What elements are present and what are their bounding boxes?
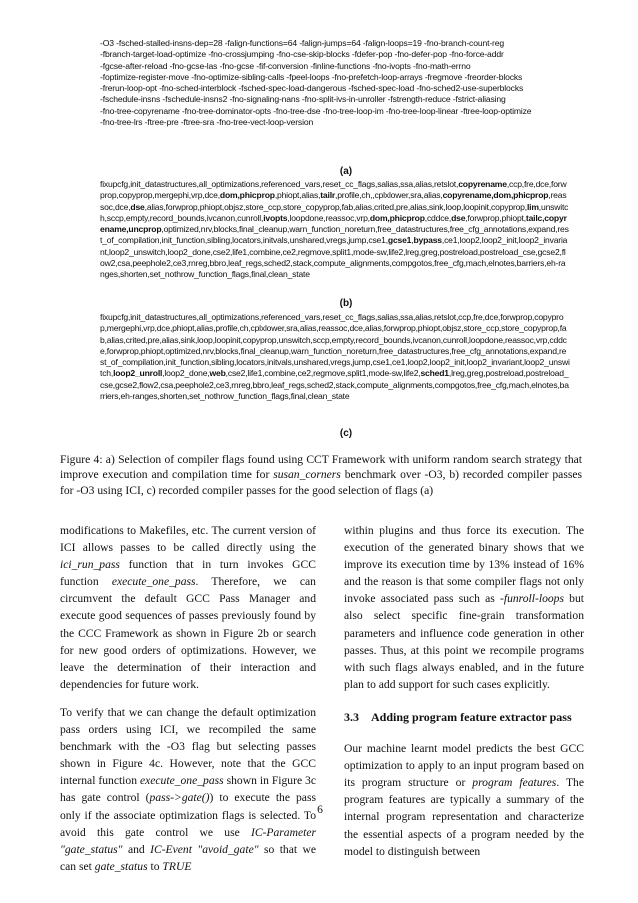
pass-segment: ,unswitch,sccp,empty,record_bounds,ivcanon,cunroll, [100,201,569,223]
text-segment: execute_one_pass [111,575,196,589]
text-segment: IC-Event "avoid_gate" [150,842,259,856]
pass-segment: ,forwprop,phiopt, [465,212,526,223]
flag-line: -fschedule-insns -fschedule-insns2 -fno-signaling-nans -fno-split-ivs-in-unroller -fstrength-reduce -fstrict-aliasing [100,94,506,105]
figure-4c-pass-list [100,312,570,425]
section-number: 3.3 [344,709,359,724]
pass-segment: sched1 [420,368,449,379]
pass-segment: tailr [320,190,336,201]
text-segment: -funroll-loops [500,592,564,606]
text-segment: execute_one_pass [139,774,224,788]
pass-segment: tailc,copyrename,uncprop [100,212,567,235]
pass-segment: copyrename,dom,phicprop [442,190,549,201]
text-segment: shown in Figure 3c has gate control ( [60,774,317,805]
flag-line: -fno-tree-copyrename -fno-tree-dominator-opts -fno-tree-dse -fno-tree-loop-im -fno-tree-loop-linear -ftree-loop-optimize [100,105,532,116]
text-segment: function that in turn invokes GCC function [60,558,316,589]
pass-segment: ,ccp,fre,dce,forwprop,copyprop,mergephi,vrp,dce, [100,179,567,201]
flag-line: -fbranch-target-load-optimize -fno-crossjumping -fno-cse-skip-blocks -fdefer-pop -fno-defer-pop -fno-force-addr [100,49,504,60]
pass-segment: ivopts [263,212,288,223]
section-heading [344,709,584,726]
text-segment: so that we can set [60,842,316,873]
flag-line: -foptimize-register-move -fno-optimize-sibling-calls -fpeel-loops -fno-prefetch-loop-arrays -fregmove -freorder-blocks [100,71,523,82]
text-segment: To verify that we can change the default optimization pass orders using ICI, we recompiled the same benchmark with the -O3 flag but selecting passes shown in Figure 4c. However, note that the GCC internal function [60,705,316,788]
text-segment: ici_run_pass [60,558,120,572]
pass-segment: dom,phicprop [369,212,425,223]
figure-4a-label: (a) [339,166,353,177]
flag-line: -fno-tree-lrs -ftree-pre -ftree-sra -fno-tree-vect-loop-version [100,117,314,128]
flag-line: -O3 -fsched-stalled-insns-dep=28 -falign-functions=64 -falign-jumps=64 -falign-loops=19 -fno-branch-count-reg [100,38,505,48]
text-segment: IC-Parameter "gate_status" [60,825,316,856]
pass-segment: bypass [413,235,442,246]
pass-segment: ,reassoc,dce, [100,190,567,212]
text-segment: program features [472,776,557,790]
figure-4c-label: (c) [339,428,353,439]
figure-4-caption [60,452,582,498]
section-title: Adding program feature extractor pass [371,709,572,724]
text-segment: but also select specific fine-grain transformation parameters and influence code generation in other passes. Thus, at this point we recompile programs with such flags always enabled, and in the future plan to add support for such cases explicitly. [344,592,584,691]
right-column [344,522,584,871]
right-paragraph-1 [344,522,584,693]
caption-segment: benchmark over -O3, b) recorded compiler passes for -O3 using ICI, c) recorded compiler passes for the good selection of flags (a) [60,468,582,497]
text-segment: . Therefore, we can circumvent the default GCC Pass Manager and execute good sequences of passes previously found by the CCC Framework as shown in Figure 2b or search for new good orders of optimizations. However, we leave the determination of their interaction and dependencies for future work. [60,575,316,691]
pass-segment: lim [526,201,539,212]
pass-segment: fixupcfg,init_datastructures,all_optimizations,referenced_vars,reset_cc_flags,salias,ssa,alias,retslot, [100,179,459,189]
pass-segment: ,loopdone,reassoc,vrp, [287,212,370,223]
figure-4a-flag-list [100,38,560,128]
pass-segment: ,ce1,loop2,loop2_init,loop2_invariant,loop2_unswitch,loop2_done,cse2,life1,combine,ce2,regmove,split1,mode-sw,life2,lreg,greg,postreload,postreload_cse,gcse2,flow2,csa,peephole2,ce3,rnreg,bbro,leaf_regs,sched2,stack,compute_alignments,compgotos,free_cfg,mach,elnotes,barriers,eh-ranges,shorten,set_nothrow_function_flags,final,clean_state [100,235,568,280]
pass-segment: ,cddce, [424,212,452,223]
text-segment: to [147,859,163,873]
text-segment: modifications to Makefiles, etc. The current version of ICI allows passes to be called directly using the [60,524,316,555]
figure-4b-pass-list [100,179,570,303]
text-segment: ) to execute the pass only if the associate optimization flags is selected. To avoid this gate control we use [60,791,316,839]
pass-segment: ,alias,forwprop,phiopt,objsz,store_ccp,store_copyprop,fab,alias,crited,pre,alias,sink,loop,loopinit,copyprop, [144,201,527,212]
pass-segment: fixupcfg,init_datastructures,all_optimizations,referenced_vars,reset_cc_flags,salias,ssa,alias,retslot,ccp,fre,dce,forwprop,copyprop,mergephi,vrp,dce,phiopt,alias,profile,ch,cplxlower,sra,alias,reassoc,dce,alias,forwprop,phiopt,objsz,store_ccp,store_copyprop,fab,alias,crited,pre,alias,sink,loop,loopinit,copyprop,unswitch,sccp,empty,record_bounds,ivcanon,cunroll,loopdone,reassoc,vrp,cddce,forwprop,phiopt,optimized,nrv,blocks,final_cleanup,warn_function_noreturn,free_datastructures,free_cfg_annotations,expand,rest_of_compilation,init_function,sibling,locators,initvals,unshared,vregs,jump,cse1,ce1,loop2,loop2_init,loop2_invariant,loop2_unswitch, [100,312,570,379]
pass-segment: dom,phicprop [219,190,275,201]
text-segment: Our machine learnt model predicts the best GCC optimization to apply to an input program based on its program structure or [344,742,584,790]
flag-line: -frerun-loop-opt -fno-sched-interblock -fsched-spec-load-dangerous -fsched-spec-load -fno-sched2-use-superblocks [100,83,524,94]
pass-segment: web [209,368,226,379]
text-segment: TRUE [162,859,192,873]
left-column [60,522,316,886]
pass-segment: dse [130,201,145,212]
text-segment: pass->gate() [149,791,210,805]
caption-segment: Figure 4: a) Selection of compiler flags found using CCT Framework with uniform random search strategy that improve execution and compilation time for [60,453,582,482]
pass-segment: ,lreg,greg,postreload,postreload_cse,gcse2,flow2,csa,peephole2,ce3,rnreg,bbro,leaf_regs,sched2,stack,compute_alignments,compgotos,free_cfg,mach,elnotes,barriers,eh-ranges,shorten,set_nothrow_function_flags,final,clean_state [100,368,569,402]
right-paragraph-2 [344,740,584,860]
pass-segment: ,loop2_done, [162,368,210,379]
pass-segment: ,phiopt,alias, [274,190,321,201]
pass-segment: ,cse2,life1,combine,ce2,regmove,split1,mode-sw,life2, [225,368,421,379]
left-paragraph-2 [60,704,316,875]
page-number: 6 [317,803,323,816]
text-segment: and [122,842,151,856]
pass-segment: loop2_unroll [113,368,163,379]
figure-4b-label: (b) [339,298,353,309]
pass-segment: dse [451,212,466,223]
pass-segment: ,profile,ch,,cplxlower,sra,alias, [335,190,443,201]
pass-segment: gcse1 [387,235,412,246]
pass-segment: ,optimized,nrv,blocks,final_cleanup,warn_function_noreturn,free_datastructures,free_cfg_annotations,expand,rest_of_compilation,init_function,sibling,locators,initvals,unshared,vregs,jump,cse1, [100,224,569,246]
text-segment: gate_status [94,859,148,873]
pass-segment: copyrename [458,179,507,189]
left-paragraph-1 [60,522,316,693]
pass-segment: , [411,235,414,246]
text-segment: . The program features are typically a summary of the internal program representation and characterize the essential aspects of a program needed by the model to distinguish between [344,776,584,858]
caption-segment: susan_corners [273,468,341,482]
text-segment: within plugins and thus force its execution. The execution of the generated binary shows that we improve its execution time by 13% instead of 16% and the reason is that some compiler flags not only invoke associated pass such as [344,524,584,606]
flag-line: -fgcse-after-reload -fno-gcse-las -fno-gcse -fif-conversion -finline-functions -fno-ivopts -fno-math-errno [100,60,471,71]
